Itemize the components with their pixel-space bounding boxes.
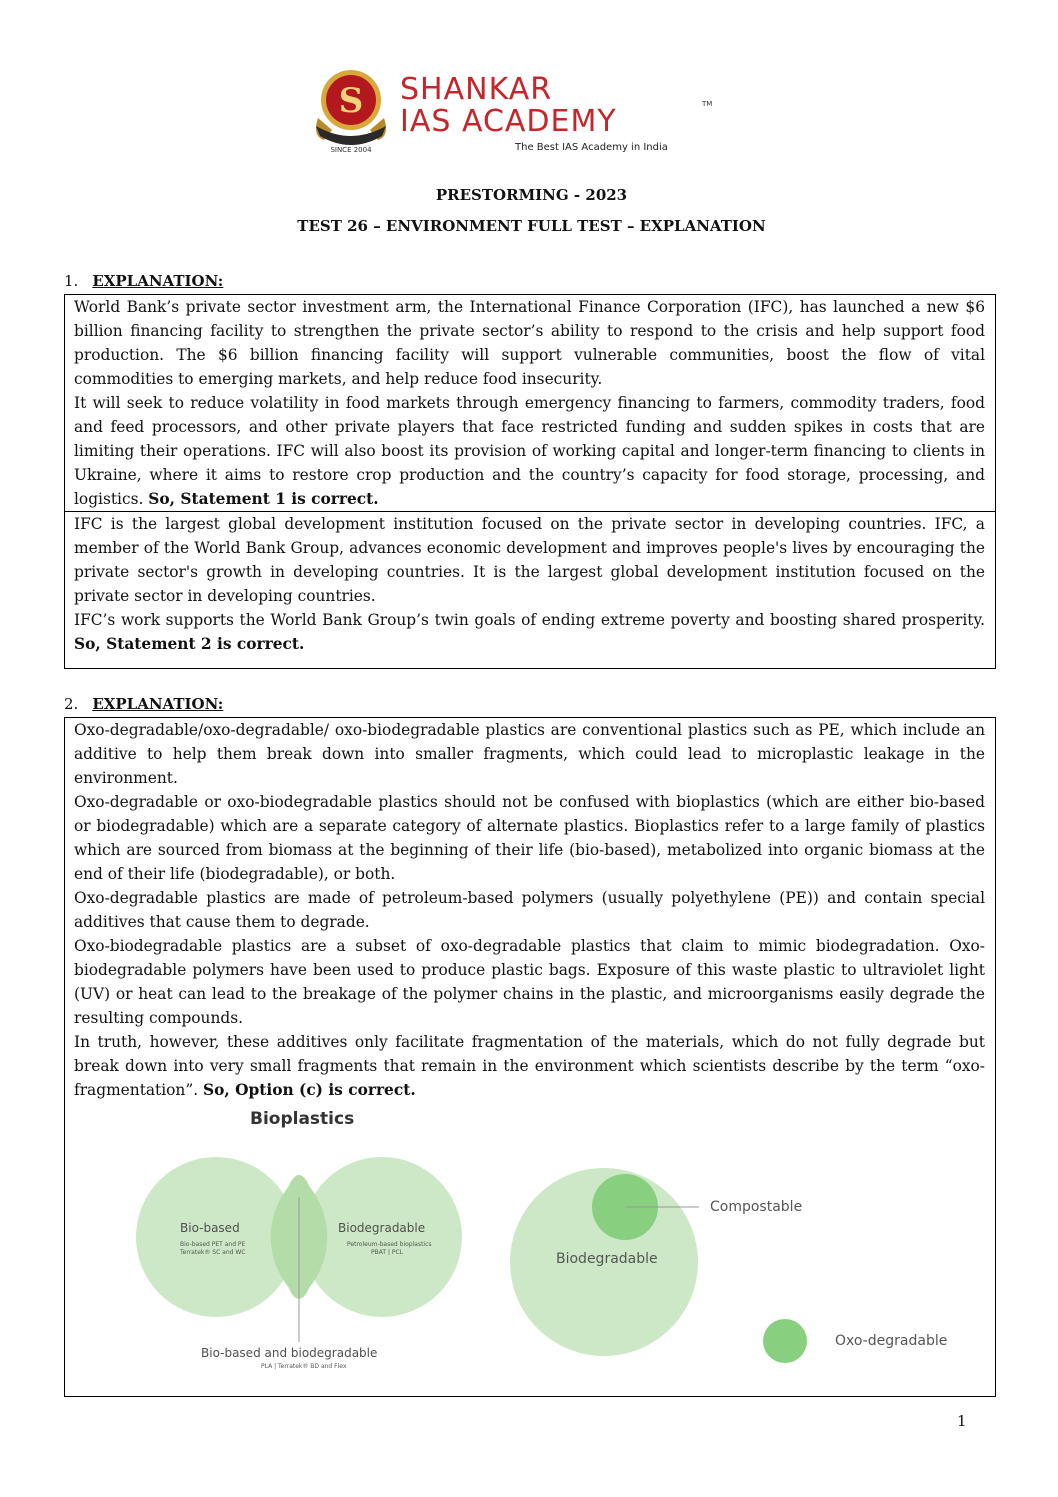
logo-name-line1: SHANKAR: [400, 72, 553, 107]
question-2-explanation-box: [64, 717, 996, 1397]
explanation-cell: [65, 295, 995, 511]
explanation-cell: [65, 718, 995, 1392]
paragraph: In truth, however, these additives only facilitate fragmentation of the materials, which do not fully degrade but break down into very small fragments that remain in the environment which scientists describe by the term “oxo-fragmentation”. So, Option (c) is correct.: [74, 1033, 985, 1099]
logo-since: SINCE 2004: [330, 146, 372, 154]
question-2-heading: [64, 695, 223, 713]
explanation-cell: [65, 511, 995, 668]
paragraph: Oxo-degradable or oxo-biodegradable plastics should not be confused with bioplastics (which are either bio-based or biodegradable) which are a separate category of alternate plastics. Bioplastics refer to a large family of plastics which are sourced from biomass at the beginning of their life (bio-based), metabolized into organic biomass at the end of their life (biodegradable), or both.: [74, 793, 985, 883]
biodegradable-left-label: Biodegradable: [338, 1221, 426, 1235]
answer-statement: So, Statement 1 is correct.: [148, 490, 379, 508]
compostable-label: Compostable: [710, 1199, 803, 1215]
explanation-label: EXPLANATION:: [92, 272, 224, 290]
answer-statement: So, Statement 2 is correct.: [74, 635, 305, 653]
both-label: Bio-based and biodegradable: [201, 1346, 378, 1360]
question-number: 1.: [64, 272, 79, 290]
paragraph: World Bank’s private sector investment arm, the International Finance Corporation (IFC), has launched a new $6 billion financing facility to strengthen the private sector’s ability to respond to the crisis and help support food production. The $6 billion financing facility will support vulnerable communities, boost the flow of vital commodities to emerging markets, and help reduce food insecurity.: [74, 298, 985, 388]
document-subtitle: TEST 26 – ENVIRONMENT FULL TEST – EXPLANATION: [297, 217, 766, 235]
question-number: 2.: [64, 695, 79, 713]
bioplastics-figure: [74, 1102, 986, 1392]
logo-trademark: TM: [702, 100, 713, 108]
question-1-heading: [64, 272, 223, 290]
explanation-label: EXPLANATION:: [92, 695, 224, 713]
bio-based-example: Terratek® SC and WC: [180, 1249, 246, 1256]
page-number: 1: [957, 1412, 967, 1430]
svg-text:S: S: [338, 81, 364, 121]
paragraph: Oxo-biodegradable plastics are a subset of oxo-degradable plastics that claim to mimic biodegradation. Oxo-biodegradable polymers have been used to produce plastic bags. Exposure of this waste plastic to ultraviolet light (UV) or heat can lead to the breakage of the polymer chains in the plastic, and microorganisms easily degrade the resulting compounds.: [74, 937, 985, 1027]
academy-logo: [310, 66, 730, 158]
biodegradable-example: PBAT | PCL: [371, 1249, 404, 1256]
paragraph: It will seek to reduce volatility in food markets through emergency financing to farmers, commodity traders, food and feed processors, and other private players that face restricted funding and sudden spikes in costs that are limiting their operations. IFC will also boost its provision of working capital and longer-term financing to clients in Ukraine, where it aims to restore crop production and the country’s capacity for food storage, processing, and logistics. So, Statement 1 is correct.: [74, 394, 985, 508]
paragraph: IFC’s work supports the World Bank Group’s twin goals of ending extreme poverty and boosting shared prosperity. So, Statement 2 is correct.: [74, 611, 985, 653]
biodegradable-example: Petroleum-based bioplastics: [347, 1241, 432, 1248]
oxo-degradable-circle: [763, 1319, 807, 1363]
academy-emblem-icon: [310, 66, 392, 156]
answer-statement: So, Option (c) is correct.: [203, 1081, 416, 1099]
figure-title: Bioplastics: [250, 1109, 355, 1129]
both-example: PLA | Terratek® BD and Flex: [261, 1363, 347, 1370]
bio-based-example: Bio-based PET and PE: [180, 1241, 246, 1248]
logo-name-line2: IAS ACADEMY: [400, 104, 617, 139]
biodegradable-right-label: Biodegradable: [556, 1251, 658, 1267]
bio-based-label: Bio-based: [180, 1221, 240, 1235]
paragraph: Oxo-degradable plastics are made of petroleum-based polymers (usually polyethylene (PE)) and contain special additives that cause them to degrade.: [74, 889, 985, 931]
logo-tagline: The Best IAS Academy in India: [515, 142, 668, 153]
paragraph: Oxo-degradable/oxo-degradable/ oxo-biodegradable plastics are conventional plastics such as PE, which include an additive to help them break down into smaller fragments, which could lead to microplastic leakage in the environment.: [74, 721, 985, 787]
paragraph: IFC is the largest global development institution focused on the private sector in developing countries. IFC, a member of the World Bank Group, advances economic development and improves people's lives by encouraging the private sector's growth in developing countries. It is the largest global development institution focused on the private sector in developing countries.: [74, 515, 985, 605]
oxo-degradable-label: Oxo-degradable: [835, 1333, 948, 1349]
question-1-explanation-box: [64, 294, 996, 669]
document-title: PRESTORMING - 2023: [435, 186, 628, 204]
